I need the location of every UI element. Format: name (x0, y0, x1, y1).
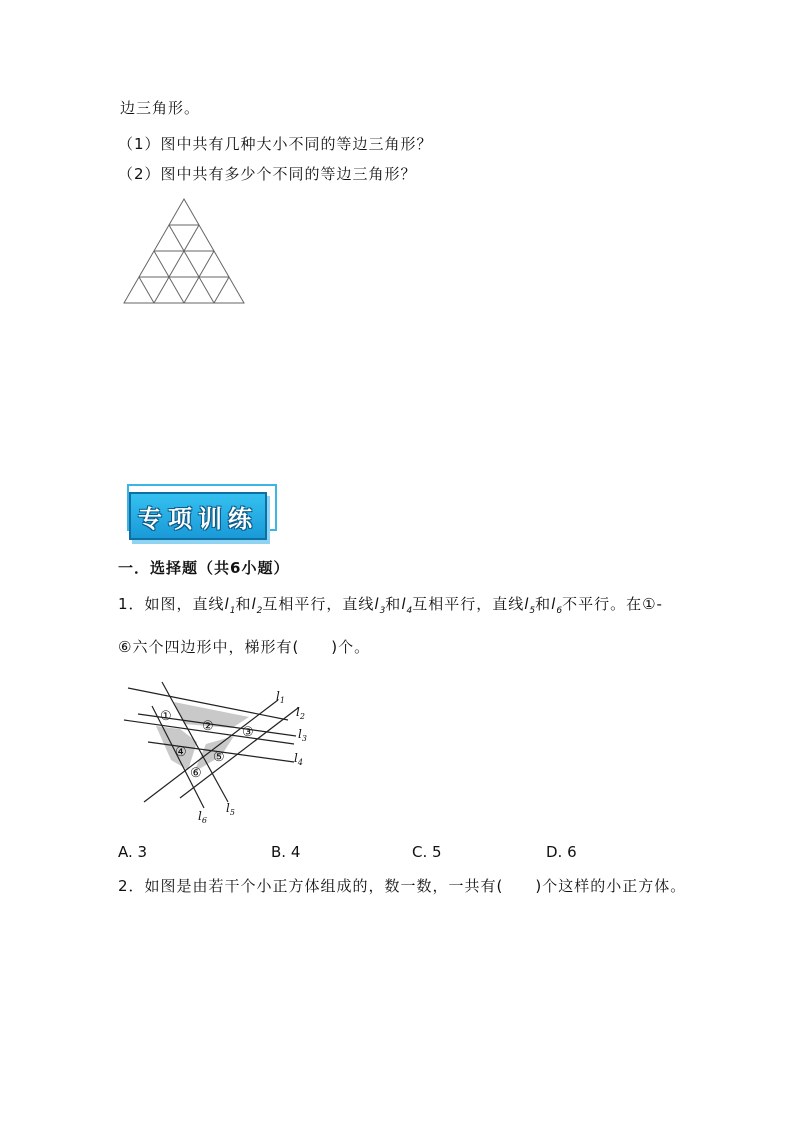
line-l4-label: $l_4$ (294, 751, 303, 767)
section-banner (129, 492, 267, 540)
line-l2-label: $l_2$ (296, 705, 305, 721)
region-1-label: ① (160, 709, 172, 724)
region-4-label: ④ (175, 745, 187, 760)
option-b[interactable]: B. 4 (271, 843, 301, 861)
line-l5-label: $l_5$ (226, 801, 235, 817)
question-2-text: 2．如图是由若干个小正方体组成的，数一数，一共有( )个这样的小正方体。 (118, 877, 687, 895)
section-heading: 一．选择题（共6小题） (118, 559, 290, 577)
line-l6-label: $l_6$ (198, 809, 207, 825)
intro-question-1: （1）图中共有几种大小不同的等边三角形？ (118, 135, 433, 153)
option-a[interactable]: A. 3 (118, 843, 148, 861)
option-c[interactable]: C. 5 (412, 843, 442, 861)
line-l3-label: $l_3$ (298, 727, 307, 743)
region-2-label: ② (202, 719, 214, 734)
region-6-label: ⑥ (190, 766, 202, 781)
intro-question-2: （2）图中共有多少个不同的等边三角形？ (118, 165, 417, 183)
triangle-grid-figure (118, 195, 250, 307)
parallel-lines-figure (118, 678, 318, 828)
intro-line-end: 边三角形。 (120, 99, 201, 117)
banner-title: 专项训练 (138, 503, 258, 533)
region-5-label: ⑤ (213, 750, 225, 765)
question-1-line-2: ⑥六个四边形中，梯形有( )个。 (118, 638, 371, 656)
option-d[interactable]: D. 6 (546, 843, 577, 861)
line-l1-label: $l_1$ (276, 689, 285, 705)
question-1-line-1: 1．如图，直线$l_1$和$l_2$互相平行，直线$l_3$和$l_4$互相平行，直线$l_5$和$l_6$不平行。在①- (118, 595, 663, 616)
region-3-label: ③ (242, 725, 254, 740)
